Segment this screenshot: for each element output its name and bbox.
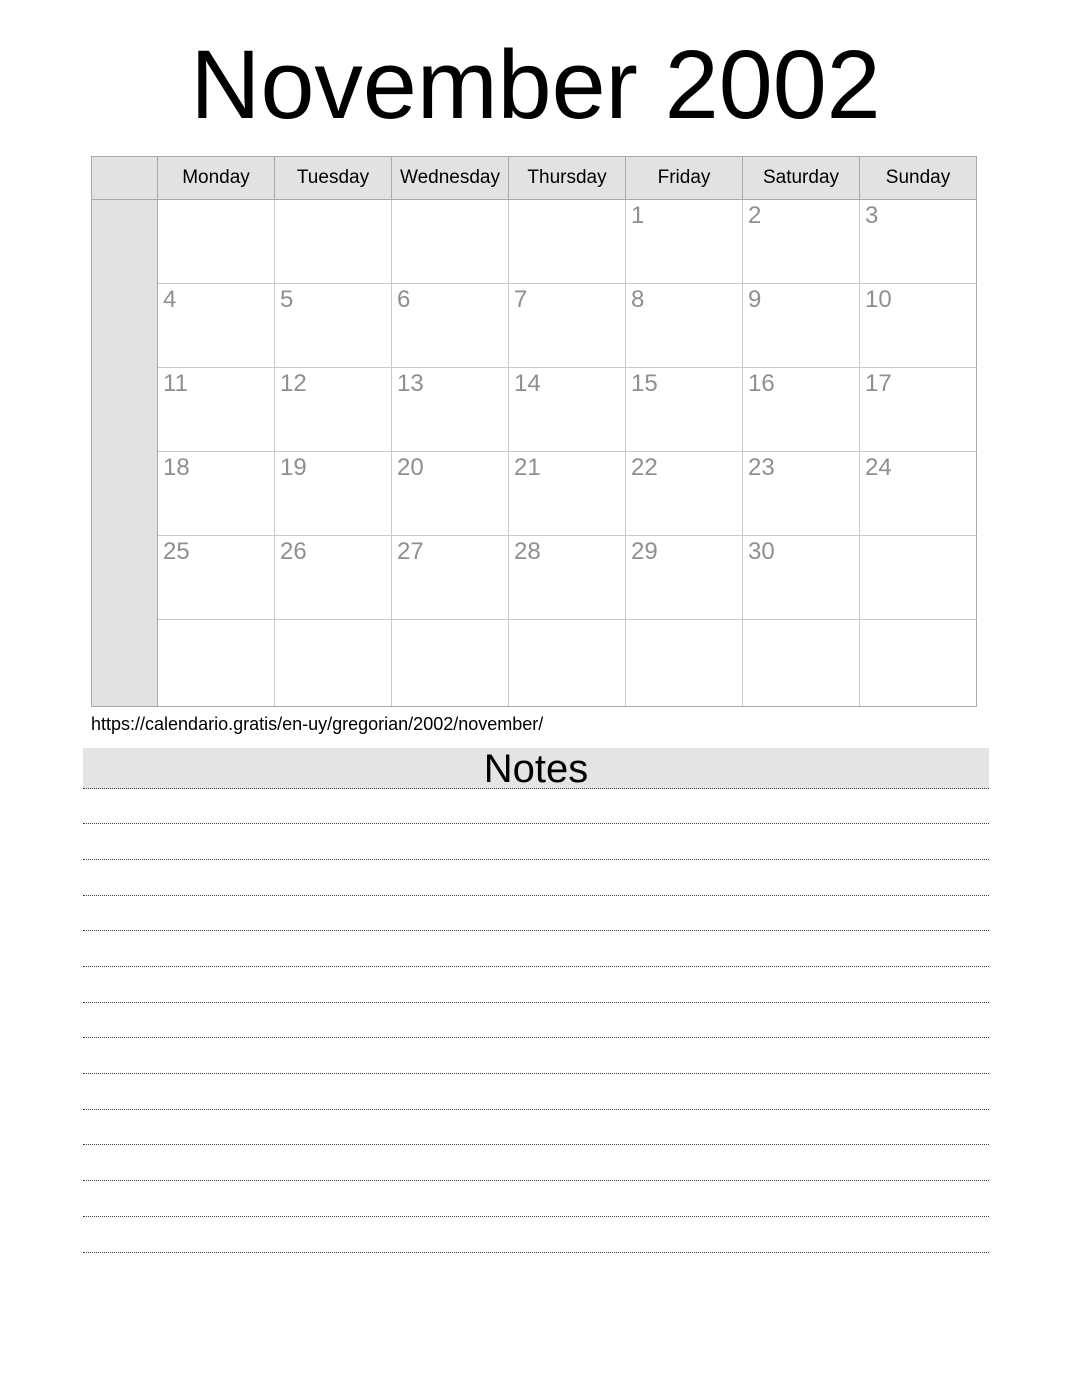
day-number: [509, 200, 625, 203]
day-number: 4: [163, 286, 177, 313]
week-gutter-cell: [92, 452, 158, 536]
note-line: [83, 1074, 989, 1110]
day-number: 20: [397, 454, 424, 481]
day-number: 19: [280, 454, 307, 481]
day-number: 6: [397, 286, 411, 313]
note-line: [83, 967, 989, 1003]
day-number: [158, 200, 274, 203]
calendar-day-cell: [626, 452, 743, 536]
calendar-day-cell: [626, 200, 743, 284]
calendar-week-row: [92, 536, 977, 620]
day-number: 25: [163, 538, 190, 565]
weekday-header: Saturday: [743, 157, 860, 200]
weekday-header: Thursday: [509, 157, 626, 200]
day-number: 17: [865, 370, 892, 397]
calendar-day-cell: [275, 284, 392, 368]
note-line: [83, 824, 989, 860]
day-number: 16: [748, 370, 775, 397]
calendar-day-cell: [860, 368, 977, 452]
day-number: 28: [514, 538, 541, 565]
calendar-day-cell: [509, 536, 626, 620]
calendar-day-cell: [743, 452, 860, 536]
day-number: 7: [514, 286, 528, 313]
calendar-table: [91, 156, 977, 707]
calendar-week-row: [92, 620, 977, 707]
calendar-day-cell: [860, 452, 977, 536]
calendar-day-cell: [509, 452, 626, 536]
day-number: 9: [748, 286, 762, 313]
calendar-day-cell: [626, 368, 743, 452]
calendar-day-cell: [275, 368, 392, 452]
day-number: 8: [631, 286, 645, 313]
calendar-week-row: [92, 452, 977, 536]
day-number: [743, 620, 859, 623]
day-number: [275, 620, 391, 623]
day-number: 26: [280, 538, 307, 565]
week-gutter-cell: [92, 620, 158, 707]
day-number: [860, 620, 976, 623]
day-number: [860, 536, 976, 539]
calendar-day-cell: [743, 620, 860, 707]
note-line: [83, 1003, 989, 1039]
calendar-day-cell: [392, 536, 509, 620]
notes-section: [83, 748, 989, 1253]
calendar-day-cell: [392, 200, 509, 284]
note-line: [83, 1038, 989, 1074]
day-number: [509, 620, 625, 623]
calendar-day-cell: [158, 536, 275, 620]
day-number: 12: [280, 370, 307, 397]
day-number: [158, 620, 274, 623]
week-gutter-cell: [92, 368, 158, 452]
calendar-week-row: [92, 284, 977, 368]
week-gutter-cell: [92, 200, 158, 284]
day-number: [392, 620, 508, 623]
calendar-day-cell: [158, 200, 275, 284]
weekday-header: Tuesday: [275, 157, 392, 200]
weekday-header: Monday: [158, 157, 275, 200]
gutter-header-cell: [92, 157, 158, 200]
note-line: [83, 1217, 989, 1253]
source-url: https://calendario.gratis/en-uy/gregorian/2002/november/: [91, 714, 544, 734]
weekday-header: Sunday: [860, 157, 977, 200]
day-number: 2: [748, 202, 762, 229]
day-number: 29: [631, 538, 658, 565]
note-lines: [83, 789, 989, 1253]
day-number: 21: [514, 454, 541, 481]
calendar-day-cell: [860, 620, 977, 707]
day-number: 18: [163, 454, 190, 481]
calendar-day-cell: [158, 284, 275, 368]
calendar-day-cell: [158, 620, 275, 707]
notes-heading: Notes: [83, 748, 989, 789]
day-number: 30: [748, 538, 775, 565]
calendar-day-cell: [275, 620, 392, 707]
day-number: 23: [748, 454, 775, 481]
calendar-day-cell: [626, 536, 743, 620]
calendar-header-row: [92, 157, 977, 200]
calendar-day-cell: [626, 284, 743, 368]
page-title: November 2002: [190, 30, 881, 139]
note-line: [83, 1110, 989, 1146]
week-gutter-cell: [92, 536, 158, 620]
day-number: [626, 620, 742, 623]
day-number: [275, 200, 391, 203]
calendar-day-cell: [860, 284, 977, 368]
calendar-day-cell: [158, 368, 275, 452]
calendar-day-cell: [392, 368, 509, 452]
note-line: [83, 860, 989, 896]
day-number: 22: [631, 454, 658, 481]
day-number: 1: [631, 202, 645, 229]
day-number: 14: [514, 370, 541, 397]
calendar-day-cell: [626, 620, 743, 707]
note-line: [83, 931, 989, 967]
day-number: 24: [865, 454, 892, 481]
day-number: 11: [163, 370, 188, 397]
day-number: 10: [865, 286, 892, 313]
day-number: 5: [280, 286, 294, 313]
calendar-day-cell: [392, 452, 509, 536]
calendar-day-cell: [509, 200, 626, 284]
calendar-day-cell: [275, 536, 392, 620]
note-line: [83, 1181, 989, 1217]
calendar-day-cell: [275, 452, 392, 536]
calendar-week-row: [92, 368, 977, 452]
day-number: 13: [397, 370, 424, 397]
day-number: 15: [631, 370, 658, 397]
day-number: 3: [865, 202, 879, 229]
week-gutter-cell: [92, 284, 158, 368]
calendar-day-cell: [509, 368, 626, 452]
calendar-day-cell: [743, 536, 860, 620]
calendar-day-cell: [860, 200, 977, 284]
note-line: [83, 1145, 989, 1181]
calendar-day-cell: [860, 536, 977, 620]
calendar-day-cell: [509, 284, 626, 368]
calendar-day-cell: [392, 284, 509, 368]
calendar-week-row: [92, 200, 977, 284]
weekday-header: Wednesday: [392, 157, 509, 200]
calendar-day-cell: [509, 620, 626, 707]
calendar-day-cell: [743, 368, 860, 452]
day-number: [392, 200, 508, 203]
weekday-header: Friday: [626, 157, 743, 200]
note-line: [83, 789, 989, 825]
calendar-day-cell: [392, 620, 509, 707]
note-line: [83, 896, 989, 932]
calendar-day-cell: [158, 452, 275, 536]
calendar-day-cell: [743, 200, 860, 284]
day-number: 27: [397, 538, 424, 565]
calendar-body: [92, 200, 977, 707]
calendar-day-cell: [275, 200, 392, 284]
calendar-day-cell: [743, 284, 860, 368]
